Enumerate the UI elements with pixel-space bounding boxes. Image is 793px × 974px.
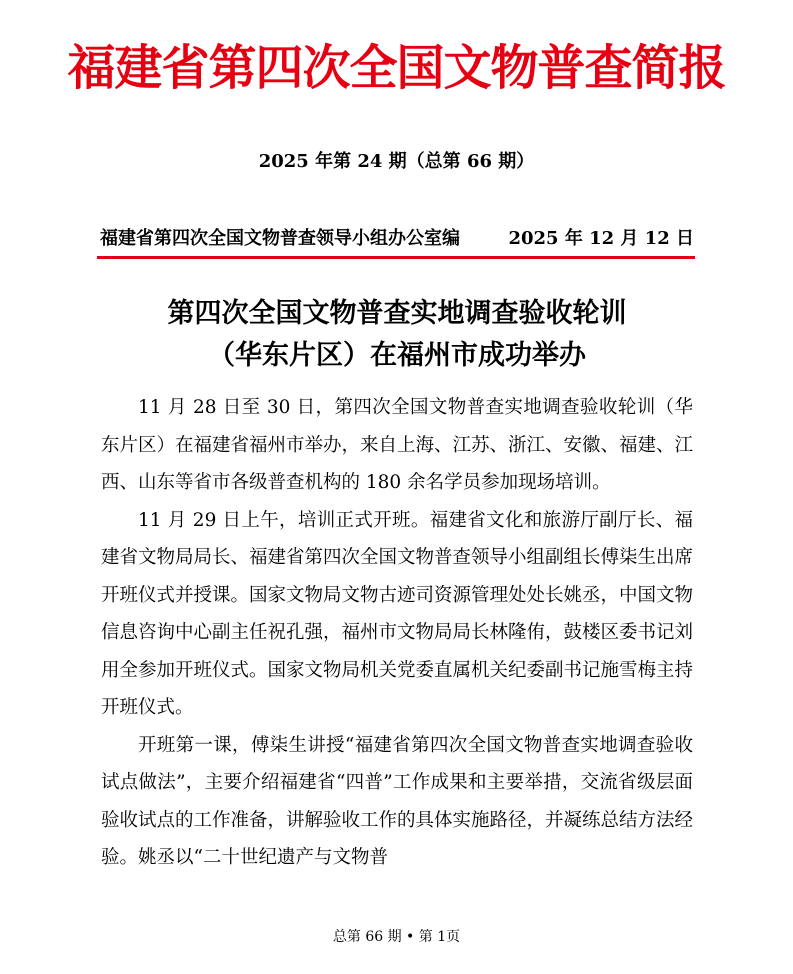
page-footer: 总第 66 期 • 第 1页 <box>332 929 461 945</box>
editor-office: 福建省第四次全国文物普查领导小组办公室编 <box>100 228 460 249</box>
paragraph: 11 月 29 日上午，培训正式开班。福建省文化和旅游厅副厅长、福建省文物局局长、福建省第四次全国文物普查领导小组副组长傅柒生出席开班仪式并授课。国家文物局文物古迹司资源管理处处长姚丞，中国文物信息咨询中心副主任祝孔强，福州市文物局局长林隆侑，鼓楼区委书记刘用全参加开班仪式。国家文物局机关党委直属机关纪委副书记施雪梅主持开班仪式。 <box>101 509 694 718</box>
issue-number: 2025 年第 24 期（总第 66 期） <box>258 151 535 172</box>
paragraph: 开班第一课，傅柒生讲授“福建省第四次全国文物普查实地调查验收试点做法”，主要介绍福建省“四普”工作成果和主要举措，交流省级层面验收试点的工作准备，讲解验收工作的具体实施路径，并凝练总结方法经验。姚丞以“二十世纪遗产与文物普 <box>101 734 694 868</box>
publish-date: 2025 年 12 月 12 日 <box>508 228 694 249</box>
article-body <box>101 389 693 877</box>
headline-line-2: （华东片区）在福州市成功举办 <box>208 340 586 371</box>
article-headline <box>100 293 694 377</box>
headline-line-1: 第四次全国文物普查实地调查验收轮训 <box>167 298 627 329</box>
editor-line <box>100 227 694 251</box>
paragraph: 11 月 28 日至 30 日，第四次全国文物普查实地调查验收轮训（华东片区）在福建省福州市举办，来自上海、江苏、浙江、安徽、福建、江西、山东等省市各级普查机构的 180 余名学员参加现场培训。 <box>101 397 694 493</box>
masthead-title: 福建省第四次全国文物普查简报 <box>67 40 726 96</box>
red-divider <box>97 256 695 259</box>
